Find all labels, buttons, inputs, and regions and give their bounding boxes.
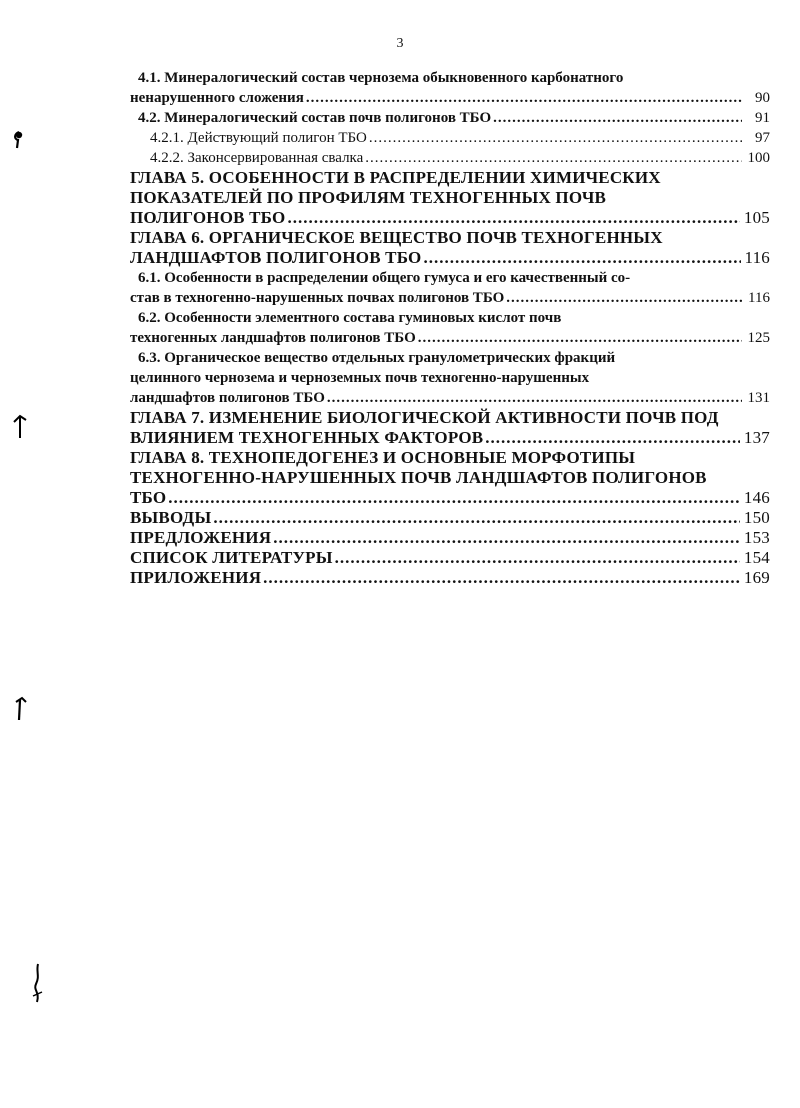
toc-entry-text: целинного чернозема и черноземных почв техногенно-нарушенных: [130, 370, 590, 386]
toc-page-number: 131: [747, 390, 770, 406]
toc-entry: [130, 508, 770, 528]
toc-entry: [130, 528, 770, 548]
toc-entry: [130, 348, 770, 408]
toc-page-number: 153: [743, 528, 770, 547]
toc-entry-text: 4.1. Минералогический состав чернозема обыкновенного карбонатного: [138, 70, 624, 86]
toc-entry-text: 4.2.1. Действующий полигон ТБО: [150, 130, 367, 146]
toc-entry-text: ВЛИЯНИЕМ ТЕХНОГЕННЫХ ФАКТОРОВ: [130, 428, 484, 447]
toc-entry-text: ГЛАВА 6. ОРГАНИЧЕСКОЕ ВЕЩЕСТВО ПОЧВ ТЕХНОГЕННЫХ: [130, 228, 663, 247]
toc-entry: [130, 308, 770, 348]
toc-page-number: 100: [747, 150, 770, 166]
dot-leader: [365, 148, 742, 168]
dot-leader: [369, 128, 742, 148]
toc-page-number: 169: [743, 568, 770, 587]
margin-mark-1: [12, 130, 26, 150]
toc-entry: [130, 148, 770, 168]
dot-leader: [273, 528, 740, 548]
margin-mark-3: [12, 696, 28, 722]
toc-page-number: 116: [744, 248, 770, 267]
toc-entry-text: 6.3. Органическое вещество отдельных гранулометрических фракций: [138, 350, 616, 366]
toc-entry: [130, 168, 770, 228]
toc-entry: [130, 128, 770, 148]
toc-page-number: 91: [755, 110, 770, 126]
toc-entry: [130, 548, 770, 568]
dot-leader: [493, 108, 742, 128]
toc-page-number: 116: [748, 290, 770, 306]
dot-leader: [506, 288, 742, 308]
toc-page-number: 125: [747, 330, 770, 346]
toc-entry-text: ГЛАВА 8. ТЕХНОПЕДОГЕНЕЗ И ОСНОВНЫЕ МОРФОТИПЫ: [130, 448, 636, 467]
toc-entry: [130, 408, 770, 448]
toc-entry-text: ТБО: [130, 488, 167, 507]
toc-entry: [130, 448, 770, 508]
dot-leader: [213, 508, 740, 528]
toc-entry-text: ГЛАВА 7. ИЗМЕНЕНИЕ БИОЛОГИЧЕСКОЙ АКТИВНОСТИ ПОЧВ ПОД: [130, 408, 719, 427]
toc-entry-text: СПИСОК ЛИТЕРАТУРЫ: [130, 548, 333, 567]
toc-page-number: 90: [755, 90, 770, 106]
toc-page-number: 137: [743, 428, 770, 447]
toc-entry-text: 6.2. Особенности элементного состава гуминовых кислот почв: [138, 310, 562, 326]
toc-entry-text: техногенных ландшафтов полигонов ТБО: [130, 330, 416, 346]
toc-entry: [130, 228, 770, 268]
page-number: 3: [396, 36, 404, 51]
toc-entry: [130, 68, 770, 108]
toc-page-number: 150: [743, 508, 770, 527]
dot-leader: [327, 388, 742, 408]
toc-entry-text: 4.2. Минералогический состав почв полигонов ТБО: [138, 110, 492, 126]
toc-page-number: 146: [743, 488, 770, 507]
dot-leader: [423, 248, 740, 268]
dot-leader: [485, 428, 740, 448]
toc-entry-text: ГЛАВА 5. ОСОБЕННОСТИ В РАСПРЕДЕЛЕНИИ ХИМИЧЕСКИХ: [130, 168, 661, 187]
toc-entry-text: став в техногенно-нарушенных почвах полигонов ТБО: [130, 290, 505, 306]
dot-leader: [287, 208, 739, 228]
dot-leader: [168, 488, 740, 508]
toc-page-number: 105: [743, 208, 770, 227]
toc-entry-text: ПОКАЗАТЕЛЕЙ ПО ПРОФИЛЯМ ТЕХНОГЕННЫХ ПОЧВ: [130, 188, 607, 207]
toc-entry-text: ВЫВОДЫ: [130, 508, 212, 527]
dot-leader: [306, 88, 742, 108]
toc-page-number: 97: [755, 130, 770, 146]
table-of-contents: [130, 68, 770, 588]
toc-entry-text: ПРИЛОЖЕНИЯ: [130, 568, 262, 587]
toc-entry-text: ландшафтов полигонов ТБО: [130, 390, 325, 406]
toc-entry: [130, 568, 770, 588]
toc-entry-text: ТЕХНОГЕННО-НАРУШЕННЫХ ПОЧВ ЛАНДШАФТОВ ПОЛИГОНОВ: [130, 468, 707, 487]
toc-entry: [130, 268, 770, 308]
toc-entry-text: ЛАНДШАФТОВ ПОЛИГОНОВ ТБО: [130, 248, 422, 267]
toc-entry-text: ПОЛИГОНОВ ТБО: [130, 208, 286, 227]
toc-entry-text: 6.1. Особенности в распределении общего гумуса и его качественный со-: [138, 270, 631, 286]
toc-entry: [130, 108, 770, 128]
toc-page-number: 154: [743, 548, 770, 567]
margin-mark-4: [30, 962, 46, 1006]
dot-leader: [335, 548, 740, 568]
dot-leader: [263, 568, 740, 588]
dot-leader: [418, 328, 742, 348]
toc-entry-text: ПРЕДЛОЖЕНИЯ: [130, 528, 272, 547]
toc-entry-text: 4.2.2. Законсервированная свалка: [150, 150, 364, 166]
margin-mark-2: [12, 412, 28, 440]
toc-entry-text: ненарушенного сложения: [130, 90, 304, 106]
